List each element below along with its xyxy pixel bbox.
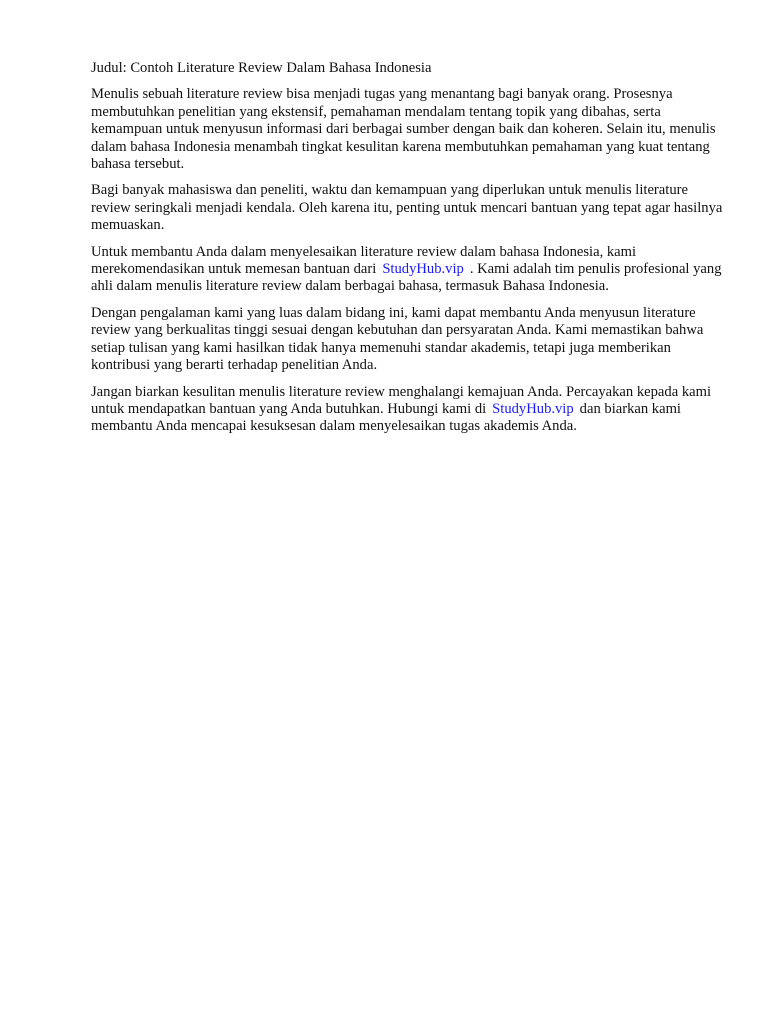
studyhub-link-contact[interactable]: StudyHub.vip (492, 400, 574, 417)
paragraph-recommendation (91, 244, 731, 296)
paragraph-recommendation-text-before: Untuk membantu Anda dalam menyelesaikan literature review dalam bahasa Indonesia, kami merekomendasikan untuk memesan bantuan dari (91, 243, 637, 278)
document-page (91, 60, 731, 445)
paragraph-recommendation-text-after: . Kami adalah tim penulis profesional yang ahli dalam menulis literature review dalam berbagai bahasa, termasuk Bahasa Indonesia. (91, 261, 722, 295)
paragraph-intro: Menulis sebuah literature review bisa menjadi tugas yang menantang bagi banyak orang. Prosesnya membutuhkan penelitian yang ekstensif, pemahaman mendalam tentang topik yang dibahas, serta kemampuan untuk menyusun informasi dari berbagai sumber dengan baik dan koheren. Selain itu, menulis dalam bahasa Indonesia menambah tingkat kesulitan karena membutuhkan pemahaman yang kuat tentang bahasa tersebut. (91, 86, 716, 173)
paragraph-closing-text-after: dan biarkan kami membantu Anda mencapai kesuksesan dalam menyelesaikan tugas akademis Anda. (91, 400, 681, 435)
paragraph-closing-text-before: Jangan biarkan kesulitan menulis literature review menghalangi kemajuan Anda. Percayakan kepada kami untuk mendapatkan bantuan yang Anda butuhkan. Hubungi kami di (91, 383, 712, 417)
studyhub-link[interactable]: StudyHub.vip (382, 261, 464, 278)
paragraph-challenges: Bagi banyak mahasiswa dan peneliti, waktu dan kemampuan yang diperlukan untuk menulis literature review seringkali menjadi kendala. Oleh karena itu, penting untuk mencari bantuan yang tepat agar hasilnya memuaskan. (91, 182, 723, 234)
paragraph-closing (91, 384, 731, 436)
paragraph-experience: Dengan pengalaman kami yang luas dalam bidang ini, kami dapat membantu Anda menyusun literature review yang berkualitas tinggi sesuai dengan kebutuhan dan persyaratan Anda. Kami memastikan bahwa setiap tulisan yang kami hasilkan tidak hanya memenuhi standar akademis, tetapi juga memberikan kontribusi yang berarti terhadap penelitian Anda. (91, 304, 704, 374)
document-title: Judul: Contoh Literature Review Dalam Bahasa Indonesia (91, 60, 432, 76)
